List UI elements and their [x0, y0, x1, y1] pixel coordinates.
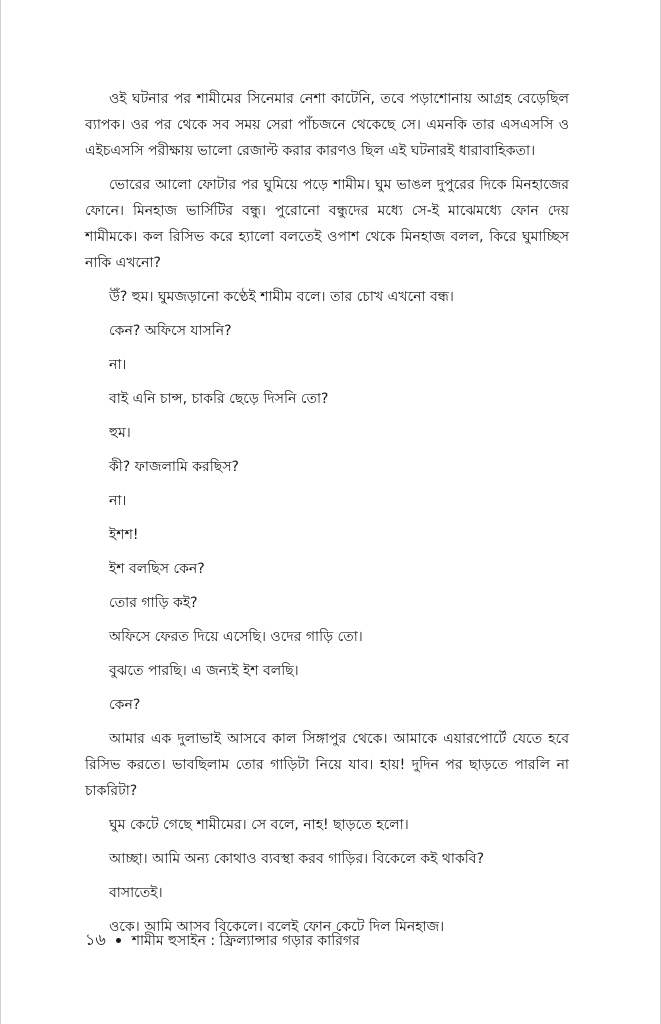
- paragraph: ইশশ!: [109, 527, 139, 543]
- page-body: [85, 86, 569, 948]
- paragraph: বাই এনি চান্স, চাকরি ছেড়ে দিসনি তো?: [109, 391, 329, 407]
- paragraph: ওকে। আমি আসব বিকেলে। বলেই ফোন কেটে দিল মিনহাজ।: [109, 919, 445, 935]
- paragraph: বাসাতেই।: [109, 885, 163, 901]
- paragraph: কেন?: [109, 697, 141, 713]
- running-title: শামীম হুসাইন : ফ্রিল্যান্সার গড়ার কারিগর: [131, 933, 360, 949]
- paragraph: হুম।: [109, 425, 131, 441]
- page-footer: [85, 930, 360, 951]
- paragraph: বুঝতে পারছি। এ জন্যই ইশ বলছি।: [109, 663, 299, 679]
- paragraph: না।: [109, 357, 127, 373]
- page-number: ১৬: [85, 930, 106, 949]
- paragraph: উঁ? হুম। ঘুমজড়ানো কণ্ঠেই শামীম বলে। তার চোখ এখনো বন্ধ।: [109, 289, 454, 305]
- paragraph: কেন? অফিসে যাসনি?: [109, 323, 232, 339]
- paragraph: আমার এক দুলাভাই আসবে কাল সিঙ্গাপুর থেকে। আমাকে এয়ারপোর্টে যেতে হবে রিসিভ করতে। ভাবছিলাম তোর গাড়িটা নিয়ে যাব। হায়! দুদিন পর ছাড়তে পারলি না চাকরিটা?: [85, 731, 569, 799]
- paragraph: অফিসে ফেরত দিয়ে এসেছি। ওদের গাড়ি তো।: [109, 629, 363, 645]
- paragraph: আচ্ছা। আমি অন্য কোথাও ব্যবস্থা করব গাড়ির। বিকেলে কই থাকবি?: [109, 851, 485, 867]
- bullet-separator-icon: [116, 938, 121, 943]
- paragraph: ওই ঘটনার পর শামীমের সিনেমার নেশা কাটেনি, তবে পড়াশোনায় আগ্রহ বেড়েছিল ব্যাপক। ওর পর থেকে সব সময় সেরা পাঁচজনে থেকেছে সে। এমনকি তার এসএসসি ও এইচএসসি পরীক্ষায় ভালো রেজাল্ট করার কারণও ছিল এই ঘটনারই ধারাবাহিকতা।: [85, 91, 569, 159]
- paragraph: ঘুম কেটে গেছে শামীমের। সে বলে, নাহ! ছাড়তে হলো।: [109, 817, 409, 833]
- paragraph: ইশ বলছিস কেন?: [109, 561, 205, 577]
- paragraph: কী? ফাজলামি করছিস?: [109, 459, 239, 475]
- paragraph: না।: [109, 493, 127, 509]
- paragraph: তোর গাড়ি কই?: [109, 595, 198, 611]
- paragraph: ভোরের আলো ফোটার পর ঘুমিয়ে পড়ে শামীম। ঘুম ভাঙল দুপুরের দিকে মিনহাজের ফোনে। মিনহাজ ভার্সিটির বন্ধু। পুরোনো বন্ধুদের মধ্যে সে-ই মাঝেমধ্যে ফোন দেয় শামীমকে। কল রিসিভ করে হ্যালো বলতেই ওপাশ থেকে মিনহাজ বলল, কিরে ঘুমাচ্ছিস নাকি এখনো?: [85, 177, 569, 271]
